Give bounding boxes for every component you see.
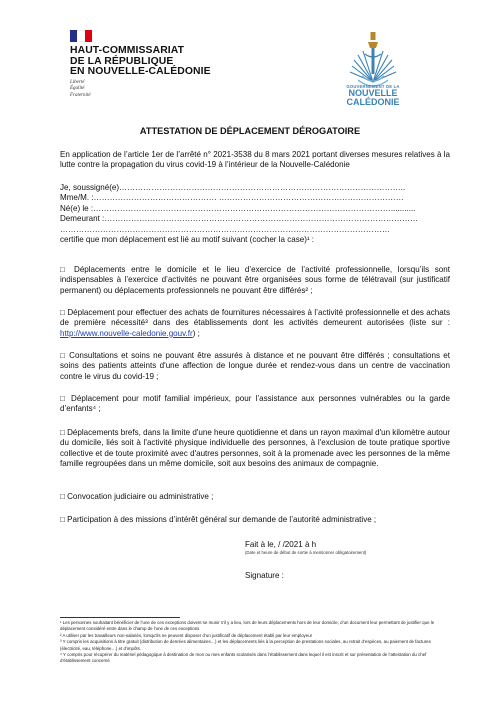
reason-purchases-text: □ Déplacement pour effectuer des achats de fournitures nécessaires à l’activité professionnelle et des achats de première nécessité³ dans des établissements dont les activités demeurent autorisées (liste sur :	[60, 308, 450, 328]
place-date-time-field[interactable]: Fait à le, / /2021 à h	[245, 540, 317, 549]
footnote: ⁴ Y compris pour récupérer du matériel pédagogique à destination de mon ou mes enfants scolarisés dans l’établissement dans lequel il est inscrit et sur présentation de l’attestation du chef d’établissement concerné	[60, 652, 427, 664]
ministry-line: EN NOUVELLE-CALÉDONIE	[70, 66, 211, 78]
certify-statement: certifie que mon déplacement est lié au motif suivant (cocher la case)¹ :	[60, 234, 315, 244]
reason-purchases-checkbox[interactable]	[60, 308, 450, 339]
reason-family-checkbox[interactable]: □ Déplacement pour motif familial impérieux, pour l’assistance aux personnes vulnérables ou la garde d’enfants⁴ ;	[60, 394, 450, 414]
nc-logo-title-line: NOUVELLE	[348, 88, 398, 98]
footnotes	[60, 620, 450, 665]
republic-motto	[70, 80, 91, 99]
reason-purchases-end: ) ;	[192, 328, 200, 338]
nc-logo-title-line: CALÉDONIE	[346, 97, 400, 107]
motto-line: Fraternité	[70, 92, 91, 98]
reason-work-checkbox[interactable]: □ Déplacements entre le domicile et le lieu d’exercice de l’activité professionnelle, lorsqu’ils sont indispensables à l’exercice d’activités ne pouvant être organisées sous forme de télétravail (sur justificatif permanent) ou déplacements professionnels ne pouvant être différés² ;	[60, 265, 450, 295]
footnote: ¹ Les personnes souhaitant bénéficier de l’une de ces exceptions doivent se munir s’il y a lieu, lors de leurs déplacements hors de leur domicile, d’un document leur permettant de justifier que le déplacement considéré entre dans le champ de l’une de ces exceptions	[60, 620, 435, 632]
nc-logo-caption: GOUVERNEMENT DE LA	[346, 84, 400, 89]
reason-health-checkbox[interactable]: □ Consultations et soins ne pouvant être assurés à distance et ne pouvant être différés ; consultations et soins des patients atteints d'une affection de longue durée et rendez-vous dans un centre de vaccination contre le virus du covid-19 ;	[60, 351, 450, 381]
reason-walk-checkbox[interactable]: □ Déplacements brefs, dans la limite d'une heure quotidienne et dans un rayon maximal d'un kilomètre autour du domicile, liés soit à l'activité physique individuelle des personnes, à l'exclusion de toute pratique sportive collective et de toute proximité avec d'autres personnes, soit à la promenade avec les personnes de la même famille regroupées dans un même domicile, soit aux besoins des animaux de compagnie.	[60, 428, 450, 469]
nc-logo-title	[338, 89, 408, 107]
field-address-continued[interactable]: ……………………………………………………………………………………………………………	[60, 224, 390, 234]
field-birthdate[interactable]: Né(e) le :…………………………………………………………………………………………………...........	[60, 203, 416, 213]
ministry-name	[70, 46, 211, 78]
intro-paragraph: En application de l’article 1er de l’arrêté n° 2021-3538 du 8 mars 2021 portant diverses mesures relatives à la lutte contre la propagation du virus covid-19 à l’intérieur de la Nouvelle-Calédonie	[60, 150, 450, 170]
footnote-divider	[60, 617, 180, 618]
signature-field[interactable]: Signature :	[245, 571, 284, 580]
ministry-line: DE LA RÉPUBLIQUE	[70, 55, 174, 67]
motto-line: Liberté	[70, 80, 85, 85]
marianne-flag-icon	[70, 30, 92, 42]
field-soussigne[interactable]: Je, soussigné(e)……………………………………………………………………………………………..	[60, 183, 406, 192]
identity-fields	[60, 183, 450, 245]
footnote: ² A utiliser par les travailleurs non-salariés, lorsqu’ils ne peuvent disposer d’un justificatif de déplacement établi par leur employeur	[60, 632, 313, 638]
government-website-link[interactable]: http://www.nouvelle-caledonie.gouv.fr	[60, 328, 193, 338]
footnote: ³ Y compris les acquisitions à titre gratuit (distribution de denrées alimentaires…) et les déplacements liés à la perception de prestations sociales, au retrait d’espèces, au paiement de factures (électricité, eau, téléphone…) et d’impôts.	[60, 639, 431, 651]
reason-mission-checkbox[interactable]: □ Participation à des missions d’intérêt général sur demande de l’autorité administrative ;	[60, 515, 377, 524]
reason-summons-checkbox[interactable]: □ Convocation judiciaire ou administrative ;	[60, 492, 214, 501]
field-address[interactable]: Demeurant :………………………………………………………………………………………………………	[60, 214, 419, 224]
document-title: ATTESTATION DE DÉPLACEMENT DÉROGATOIRE	[139, 126, 361, 136]
ministry-line: HAUT-COMMISSARIAT	[70, 45, 185, 56]
date-time-note: (Date et heure de début de sortie à mentionner obligatoirement)	[245, 550, 367, 555]
motto-line: Égalité	[70, 86, 85, 92]
field-name[interactable]: Mme/M. :………………………………………. ……………………………………………………………	[60, 193, 404, 203]
